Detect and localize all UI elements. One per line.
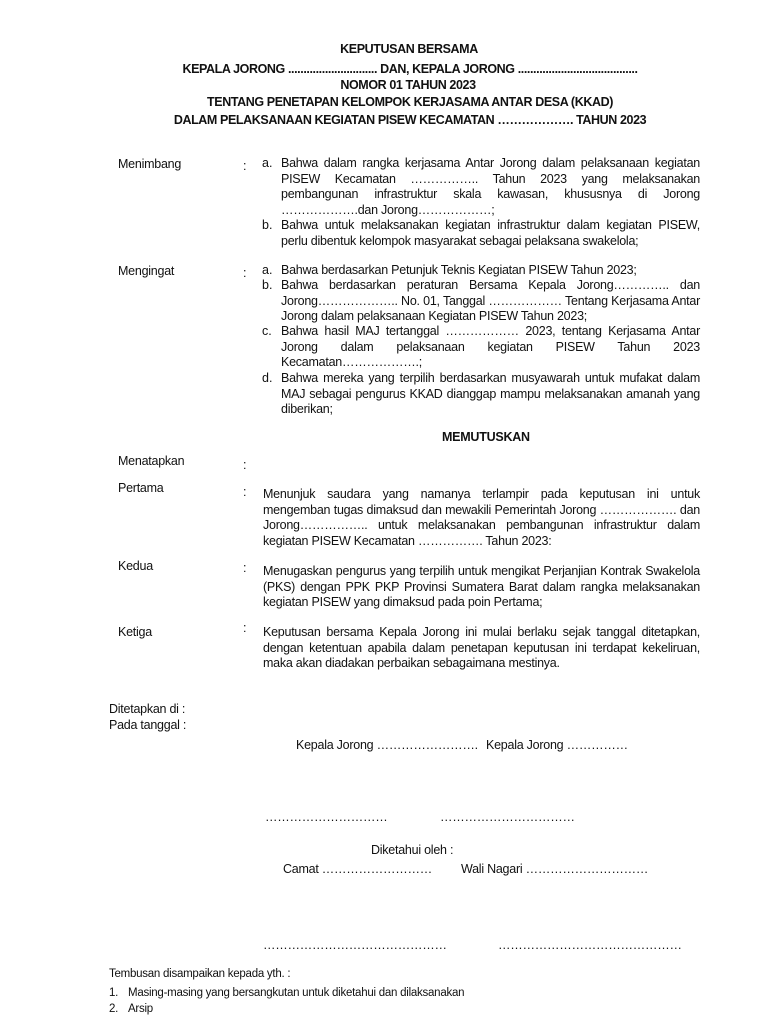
pertama-colon: : (243, 485, 247, 499)
doc-subject-1: TENTANG PENETAPAN KELOMPOK KERJASAMA ANTAR DESA (KKAD) (207, 95, 613, 109)
ketiga-label: Ketiga (118, 625, 152, 639)
doc-parties: KEPALA JORONG ............................. DAN, KEPALA JORONG ....................................... (182, 62, 638, 76)
mengingat-a-text: Bahwa berdasarkan Petunjuk Teknis Kegiatan PISEW Tahun 2023; (281, 263, 637, 277)
tembusan-item-1-text: Masing-masing yang bersangkutan untuk diketahui dan dilaksanakan (128, 987, 465, 999)
mengingat-c-marker: c. (262, 324, 272, 338)
pertama-text: Menunjuk saudara yang namanya terlampir pada keputusan ini untuk mengemban tugas dimaksud dan mewakili Pemerintah Jorong ………………. dan Jorong…………….. untuk melaksanakan pembangunan infrastruktur dalam kegiatan PISEW Kecamatan ……………. Tahun 2023: (263, 487, 700, 548)
tembusan-title: Tembusan disampaikan kepada yth. : (109, 968, 291, 980)
kedua-text: Menugaskan pengurus yang terpilih untuk mengikat Perjanjian Kontrak Swakelola (PKS) dengan PPK PKP Provinsi Sumatera Barat dalam rangka melaksanakan kegiatan PISEW yang dimaksud pada poin Pertama; (263, 564, 700, 609)
signature-line-2: …………………………… (440, 810, 575, 824)
ketiga-text: Keputusan bersama Kepala Jorong ini mulai berlaku sejak tanggal ditetapkan, dengan ketentuan apabila dalam penetapan keputusan ini terdapat kekeliruan, maka akan diadakan perbaikan sebagaimana mestinya. (263, 625, 700, 670)
menetapkan-label: Menatapkan (118, 454, 185, 468)
menimbang-a-text: Bahwa dalam rangka kerjasama Antar Jorong dalam pelaksanaan kegiatan PISEW Kecamatan …………….. Tahun 2023 yang melaksanakan pembangunan infrastruktur skala kawasan, khususnya di Jorong ……………….dan Jorong………………; (281, 156, 700, 217)
signature-kepala-jorong-1: Kepala Jorong ……………………. (296, 738, 478, 752)
doc-title: KEPUTUSAN BERSAMA (340, 42, 478, 56)
signature-line-1: ………………………… (265, 810, 388, 824)
signature-wali-nagari: Wali Nagari ………………………… (461, 862, 649, 876)
signature-line-3: ……………………………………… (263, 938, 447, 952)
tembusan-item-2-number: 2. (109, 1003, 119, 1015)
menimbang-colon: : (243, 159, 247, 173)
pertama-label: Pertama (118, 481, 164, 495)
ditetapkan-di: Ditetapkan di : (109, 702, 186, 716)
menimbang-label: Menimbang (118, 157, 182, 171)
mengingat-a-marker: a. (262, 263, 273, 277)
mengingat-b-marker: b. (262, 278, 273, 292)
signature-camat: Camat ……………………… (283, 862, 433, 876)
kedua-label: Kedua (118, 559, 153, 573)
menimbang-a-marker: a. (262, 156, 273, 170)
pada-tanggal: Pada tanggal : (109, 718, 187, 732)
mengingat-colon: : (243, 266, 247, 280)
mengingat-c-text: Bahwa hasil MAJ tertanggal ……………… 2023, tentang Kerjasama Antar Jorong dalam pelaksanaan kegiatan PISEW Tahun 2023 Kecamatan……………….; (281, 324, 700, 369)
signature-kepala-jorong-2: Kepala Jorong …………… (486, 738, 628, 752)
signature-line-4: ……………………………………… (498, 938, 682, 952)
doc-subject-2: DALAM PELAKSANAAN KEGIATAN PISEW KECAMATAN ………………. TAHUN 2023 (173, 113, 647, 127)
kedua-colon: : (243, 561, 247, 575)
mengingat-label: Mengingat (118, 264, 175, 278)
menimbang-b-text: Bahwa untuk melaksanakan kegiatan infrastruktur dalam kegiatan PISEW, perlu dibentuk kelompok masyarakat sebagai pelaksana swakelola; (281, 218, 700, 248)
diketahui-oleh: Diketahui oleh : (371, 843, 454, 857)
ketiga-colon: : (243, 621, 247, 635)
menetapkan-colon: : (243, 458, 247, 472)
doc-number: NOMOR 01 TAHUN 2023 (340, 78, 476, 92)
memutuskan-heading: MEMUTUSKAN (442, 430, 530, 444)
menimbang-b-marker: b. (262, 218, 273, 232)
mengingat-d-text: Bahwa mereka yang terpilih berdasarkan musyawarah untuk mufakat dalam MAJ sebagai pengurus KKAD dianggap mampu melaksanakan amanah yang diberikan; (281, 371, 700, 416)
mengingat-d-marker: d. (262, 371, 273, 385)
mengingat-b-text: Bahwa berdasarkan peraturan Bersama Kepala Jorong………….. dan Jorong……………….. No. 01, Tanggal ……………… Tentang Kerjasama Antar Jorong dalam pelaksanaan Kegiatan PISEW Tahun 2023; (281, 278, 700, 323)
tembusan-item-2-text: Arsip (128, 1003, 153, 1015)
tembusan-item-1-number: 1. (109, 987, 119, 999)
